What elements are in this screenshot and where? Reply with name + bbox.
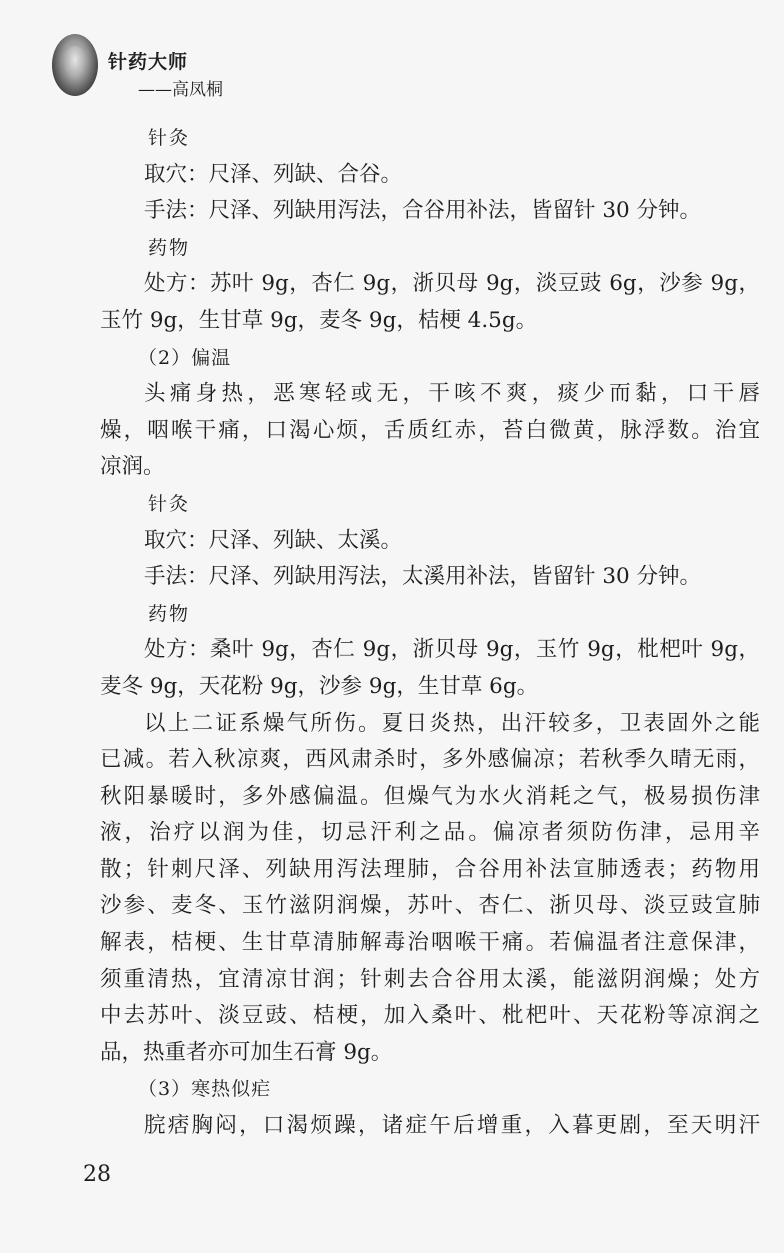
page-number: 28 [83,1162,111,1187]
text-line: 玉竹 9g，生甘草 9g，麦冬 9g，桔梗 4.5g。 [100,307,538,333]
text-line: 取穴：尺泽、列缺、太溪。 [144,527,403,553]
text-line: 脘痞胸闷，口渴烦躁，诸症午后增重，入暮更剧，至天明汗 [144,1113,760,1139]
book-title: 针药大师 [108,51,189,73]
text-line: 须重清热，宜清凉甘润；针刺去合谷用太溪，能滋阴润燥；处方 [100,966,760,992]
text-line: 手法：尺泽、列缺用泻法，合谷用补法，皆留针 30 分钟。 [144,198,702,224]
section-heading: 针灸 [148,492,191,515]
text-line: 头痛身热，恶寒轻或无，干咳不爽，痰少而黏，口干唇 [144,381,760,407]
text-line: 燥，咽喉干痛，口渴心烦，舌质红赤，苔白微黄，脉浮数。治宜 [100,417,760,443]
running-header [52,34,312,104]
section-heading: 针灸 [148,127,191,149]
subsection-heading: （2）偏温 [138,346,232,369]
text-line: 手法：尺泽、列缺用泻法，太溪用补法，皆留针 30 分钟。 [144,564,702,590]
book-author: ——高凤桐 [138,80,223,100]
page-body [100,120,760,1145]
text-line: 已减。若入秋凉爽，西风肃杀时，多外感偏凉；若秋季久晴无雨， [100,747,760,773]
text-line: 处方：苏叶 9g，杏仁 9g，浙贝母 9g，淡豆豉 6g，沙参 9g， [144,271,760,297]
text-line: 散；针刺尺泽、列缺用泻法理肺，合谷用补法宣肺透表；药物用 [100,856,760,882]
text-line: 以上二证系燥气所伤。夏日炎热，出汗较多，卫表固外之能 [144,710,760,736]
section-heading: 药物 [148,236,191,259]
text-line: 麦冬 9g，天花粉 9g，沙参 9g，生甘草 6g。 [100,673,539,699]
text-line: 沙参、麦冬、玉竹滋阴润燥，苏叶、杏仁、浙贝母、淡豆豉宣肺 [100,893,760,919]
text-line: 取穴：尺泽、列缺、合谷。 [144,161,403,187]
text-line: 品，热重者亦可加生石膏 9g。 [100,1039,393,1065]
text-line: 秋阳暴暖时，多外感偏温。但燥气为水火消耗之气，极易损伤津 [100,783,760,809]
author-portrait [52,34,98,96]
text-line: 解表，桔梗、生甘草清肺解毒治咽喉干痛。若偏温者注意保津， [100,930,760,956]
portrait-face [63,46,87,80]
text-line: 处方：桑叶 9g，杏仁 9g，浙贝母 9g，玉竹 9g，枇杷叶 9g， [144,637,760,663]
text-line: 液，治疗以润为佳，切忌汗利之品。偏凉者须防伤津，忌用辛 [100,820,760,846]
subsection-heading: （3）寒热似疟 [138,1078,272,1101]
text-line: 凉润。 [100,454,165,480]
text-line: 中去苏叶、淡豆豉、桔梗，加入桑叶、枇杷叶、天花粉等凉润之 [100,1003,760,1029]
section-heading: 药物 [148,602,191,625]
